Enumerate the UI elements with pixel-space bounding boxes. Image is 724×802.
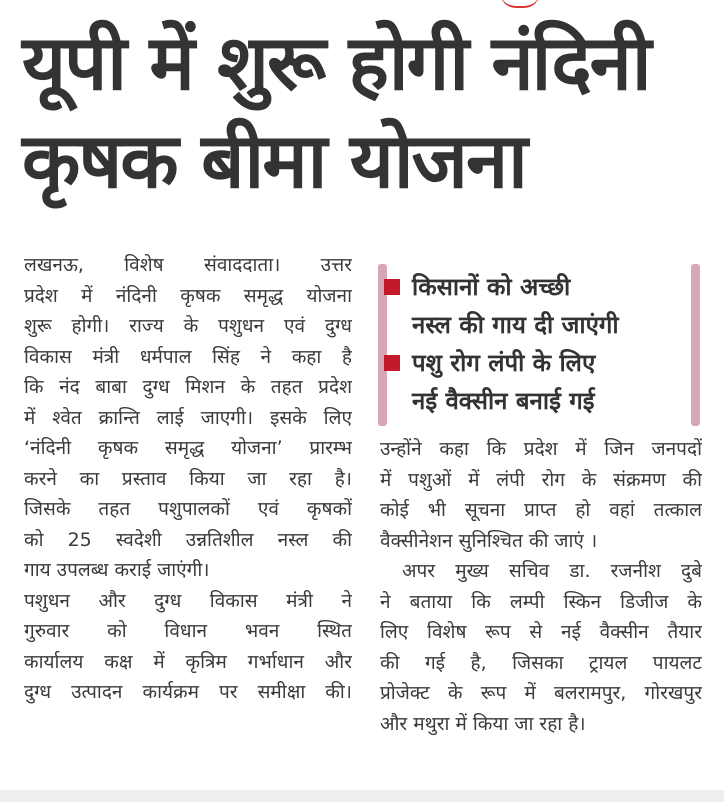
red-mark-decoration	[500, 0, 540, 8]
left-column	[24, 250, 352, 708]
highlight-line: किसानों को अच्छी	[412, 273, 571, 301]
text-line: ‘नंदिनी कृषक समृद्ध योजना’ प्रारम्भ	[24, 437, 352, 459]
text-line: कोई भी सूचना प्राप्त हो वहां तत्काल	[380, 499, 702, 521]
text-line: को 25 स्वदेशी उन्नतिशील नस्ल की	[24, 528, 352, 551]
text-line: विकास मंत्री धर्मपाल सिंह ने कहा है	[24, 345, 352, 368]
text-line: करने का प्रस्ताव किया जा रहा है।	[24, 467, 352, 490]
text-line: में श्वेत क्रान्ति लाई जाएगी। इसके लिए	[24, 406, 352, 429]
text-line: कि नंद बाबा दुग्ध मिशन के तहत प्रदेश	[24, 376, 352, 398]
text-line: उन्होंने कहा कि प्रदेश में जिन जनपदों	[380, 438, 702, 460]
right-column	[380, 434, 702, 739]
text-line: की गई है, जिसका ट्रायल पायलट	[380, 651, 702, 674]
headline	[22, 14, 712, 210]
highlight-line: पशु रोग लंपी के लिए	[412, 349, 596, 377]
text-line: जिसके तहत पशुपालकों एवं कृषकों	[24, 498, 352, 520]
headline-line: यूपी में शुरू होगी नंदिनी	[22, 18, 650, 107]
text-line: कार्यालय कक्ष में कृत्रिम गर्भाधान और	[24, 650, 352, 673]
highlight-item	[412, 268, 619, 344]
text-line: पशुधन और दुग्ध विकास मंत्री ने	[24, 589, 352, 612]
bullet-square-icon	[384, 279, 400, 295]
bullet-square-icon	[384, 355, 400, 371]
highlight-line: नई वैक्सीन बनाई गई	[412, 387, 595, 415]
text-line: में पशुओं में लंपी रोग के संक्रमण की	[380, 468, 702, 491]
text-line: अपर मुख्य सचिव डा. रजनीश दुबे	[402, 560, 702, 582]
text-line: प्रोजेक्ट के रूप में बलरामपुर, गोरखपुर	[380, 682, 702, 704]
text-line: शुरू होगी। राज्य के पशुधन एवं दुग्ध	[24, 315, 352, 337]
text-line: प्रदेश में नंदिनी कृषक समृद्ध योजना	[24, 284, 352, 307]
text-line: वैक्सीनेशन सुनिश्चित की जाएं ।	[380, 529, 598, 552]
text-line: लिए विशेष रूप से नई वैक्सीन तैयार	[380, 621, 702, 643]
bottom-strip	[0, 790, 724, 802]
highlights-box	[378, 264, 700, 426]
box-right-bar	[691, 264, 700, 426]
text-line: ने बताया कि लम्पी स्किन डिजीज के	[380, 590, 702, 613]
headline-line: कृषक बीमा योजना	[22, 116, 526, 205]
text-line: गुरुवार को विधान भवन स्थित	[24, 620, 352, 642]
highlight-line: नस्ल की गाय दी जाएंगी	[412, 311, 619, 339]
text-line: और मथुरा में किया जा रहा है।	[380, 712, 586, 735]
highlight-item	[412, 344, 595, 420]
text-line: गाय उपलब्ध कराई जाएंगी।	[24, 559, 210, 581]
text-line: दुग्ध उत्पादन कार्यक्रम पर समीक्षा की।	[24, 681, 352, 703]
text-line: लखनऊ, विशेष संवाददाता। उत्तर	[24, 254, 352, 276]
